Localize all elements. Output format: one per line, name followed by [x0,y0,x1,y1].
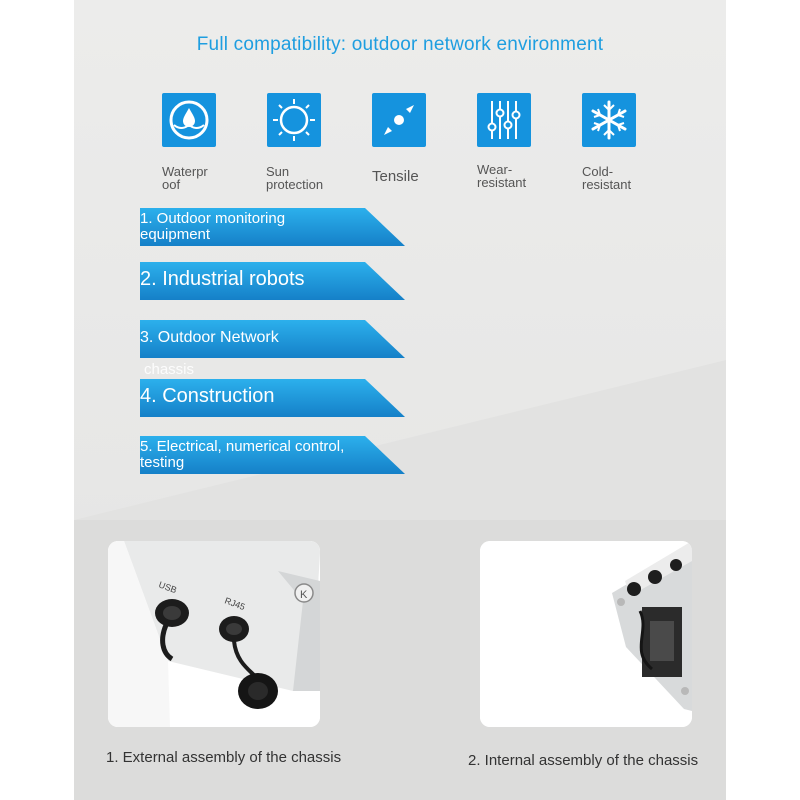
rj45-port-label: RJ45 [223,595,247,613]
chassis-external-illustration [108,541,320,727]
application-banner-construction [140,379,405,417]
chassis-internal-illustration [480,541,692,727]
feature-label-wear-resistant: Wear- resistant [477,162,527,190]
banner-text: 1. Outdoor monitoring equipment [140,210,286,243]
external-assembly-photo [108,541,320,727]
waterproof-icon [162,93,216,147]
svg-text:K: K [300,589,308,601]
feature-label-tensile: Tensile [372,168,419,185]
overflow-text-chassis: chassis [144,361,195,378]
feature-label-sun-protection: Sun protection [266,164,324,192]
internal-assembly-caption: 2. Internal assembly of the chassis [468,752,699,769]
application-banner-industrial-robots [140,262,405,300]
sun-icon [267,93,321,147]
banner-text: 3. Outdoor Network [140,329,279,346]
banner-text: 2. Industrial robots [140,268,305,290]
feature-label-cold-resistant: Cold- resistant [582,164,632,192]
usb-port-label: USB [157,579,179,596]
application-banner-electrical [140,436,405,474]
snowflake-icon [582,93,636,147]
banner-text: 5. Electrical, numerical control, testing [140,438,345,471]
banner-text: 4. Construction [140,385,275,407]
page-title: Full compatibility: outdoor network environment [196,34,604,55]
sliders-icon [477,93,531,147]
application-banner-outdoor-network [140,320,405,358]
application-banner-outdoor-monitoring [140,208,405,246]
feature-label-waterproof: Waterpr oof [162,164,208,192]
tensile-icon [372,93,426,147]
internal-assembly-photo [480,541,692,727]
product-canvas [74,0,726,800]
external-assembly-caption: 1. External assembly of the chassis [106,749,342,766]
